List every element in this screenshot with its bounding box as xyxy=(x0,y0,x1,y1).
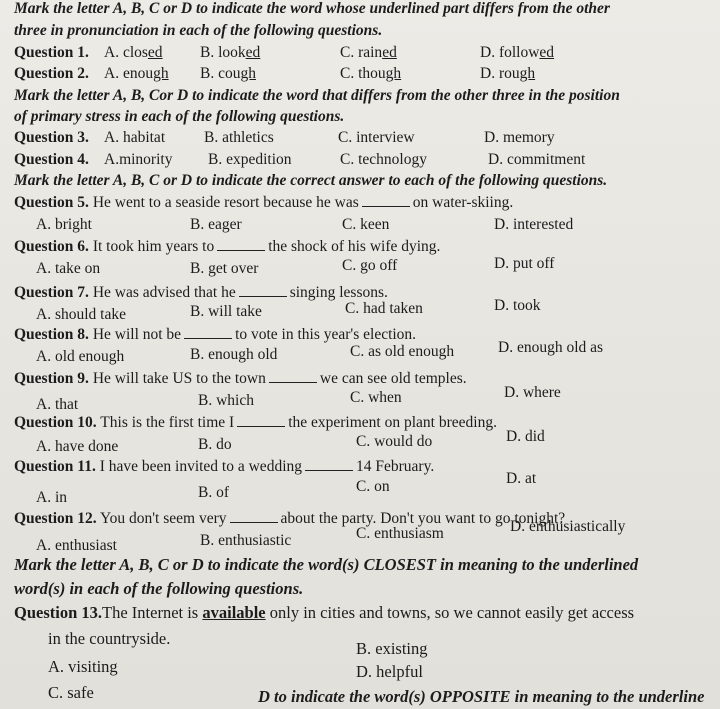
q11-option-a: A. in xyxy=(36,489,67,506)
q13-underlined-word: available xyxy=(202,603,266,622)
q12-option-c: C. enthusiasm xyxy=(356,525,444,542)
q4-option-b: B. expedition xyxy=(208,151,292,168)
q8-option-d: D. enough old as xyxy=(498,339,604,356)
q9-option-a: A. that xyxy=(36,396,79,413)
question-4-label: Question 4. xyxy=(14,151,89,168)
question-8: Question 8. He will not be to vote in this year's election. xyxy=(14,326,417,343)
q6-option-a: A. take on xyxy=(36,260,101,277)
q10-option-a: A. have done xyxy=(36,438,119,455)
q10-option-d: D. did xyxy=(506,428,545,445)
q9-option-d: D. where xyxy=(504,384,561,401)
q1-option-d: D. followed xyxy=(480,44,555,61)
q12-option-d: D. enthusiastically xyxy=(510,518,626,535)
q3-option-d: D. memory xyxy=(484,129,555,146)
q2-option-a: A. enough xyxy=(104,65,169,82)
q13-option-a: A. visiting xyxy=(48,657,118,676)
q1-option-a: A. closed xyxy=(104,44,163,61)
q2-option-d: D. rough xyxy=(480,65,536,82)
q5-option-a: A. bright xyxy=(36,216,92,233)
q12-option-b: B. enthusiastic xyxy=(200,532,292,549)
q9-blank xyxy=(269,370,317,383)
q8-blank xyxy=(184,326,232,339)
question-3-label: Question 3. xyxy=(14,129,89,146)
q5-blank xyxy=(362,194,410,207)
q7-option-c: C. had taken xyxy=(345,300,423,317)
q12-option-a: A. enthusiast xyxy=(36,537,117,554)
q8-option-a: A. old enough xyxy=(36,348,125,365)
question-5: Question 5. He went to a seaside resort because he was on water-skiing. xyxy=(14,194,514,211)
q7-option-b: B. will take xyxy=(190,303,262,320)
q8-option-b: B. enough old xyxy=(190,346,278,363)
q13-option-b: B. existing xyxy=(356,639,428,658)
question-13-line2: in the countryside. xyxy=(48,629,171,648)
q10-option-b: B. do xyxy=(198,436,232,453)
q4-option-d: D. commitment xyxy=(488,151,586,168)
question-9: Question 9. He will take US to the town we can see old temples. xyxy=(14,370,467,387)
q11-option-d: D. at xyxy=(506,470,537,487)
question-7: Question 7. He was advised that he singing lessons. xyxy=(14,284,388,301)
instruction-stress-line2: of primary stress in each of the following questions. xyxy=(14,108,345,125)
q12-blank xyxy=(230,510,278,523)
q5-option-c: C. keen xyxy=(342,216,390,233)
instruction-pronunciation-line2: three in pronunciation in each of the following questions. xyxy=(14,22,383,39)
instruction-opposite-partial: D to indicate the word(s) OPPOSITE in meaning to the underline xyxy=(258,687,705,706)
question-13: Question 13.The Internet is available only in cities and towns, so we cannot easily get access xyxy=(14,603,635,622)
q13-option-d: D. helpful xyxy=(356,662,423,681)
question-2-label: Question 2. xyxy=(14,65,89,82)
question-11: Question 11. I have been invited to a wedding 14 February. xyxy=(14,458,435,475)
instruction-stress-line1: Mark the letter A, B, Cor D to indicate the word that differs from the other three in the position xyxy=(14,87,620,104)
q6-blank xyxy=(217,238,265,251)
instruction-closest-line2: word(s) in each of the following questions. xyxy=(14,579,304,598)
instruction-closest-line1: Mark the letter A, B, C or D to indicate the word(s) CLOSEST in meaning to the underlined xyxy=(14,555,639,574)
q3-option-b: B. athletics xyxy=(204,129,274,146)
q11-blank xyxy=(305,458,353,471)
q3-option-c: C. interview xyxy=(338,129,415,146)
question-12: Question 12. You don't seem very about the party. Don't you want to go tonight? xyxy=(14,510,566,527)
q2-option-c: C. though xyxy=(340,65,402,82)
question-10: Question 10. This is the first time I the experiment on plant breeding. xyxy=(14,414,497,431)
q13-option-c: C. safe xyxy=(48,683,94,702)
q3-option-a: A. habitat xyxy=(104,129,166,146)
q7-blank xyxy=(239,284,287,297)
q6-option-c: C. go off xyxy=(342,257,398,274)
q7-option-d: D. took xyxy=(494,297,541,314)
q11-option-c: C. on xyxy=(356,478,390,495)
question-1-label: Question 1. xyxy=(14,44,89,61)
question-6: Question 6. It took him years to the shock of his wife dying. xyxy=(14,238,441,255)
q11-option-b: B. of xyxy=(198,484,229,501)
q10-option-c: C. would do xyxy=(356,433,433,450)
q10-blank xyxy=(237,414,285,427)
q4-option-c: C. technology xyxy=(340,151,427,168)
instruction-pronunciation-line1: Mark the letter A, B, C or D to indicate the word whose underlined part differs from the other xyxy=(14,0,610,17)
q6-option-b: B. get over xyxy=(190,260,259,277)
q9-option-b: B. which xyxy=(198,392,254,409)
q2-option-b: B. cough xyxy=(200,65,256,82)
q7-option-a: A. should take xyxy=(36,306,126,323)
q8-option-c: C. as old enough xyxy=(350,343,455,360)
q5-option-b: B. eager xyxy=(190,216,242,233)
q5-option-d: D. interested xyxy=(494,216,574,233)
q1-option-c: C. rained xyxy=(340,44,397,61)
q4-option-a: A.minority xyxy=(104,151,173,168)
q6-option-d: D. put off xyxy=(494,255,555,272)
q1-option-b: B. looked xyxy=(200,44,261,61)
instruction-correct-answer: Mark the letter A, B, C or D to indicate the correct answer to each of the following questions. xyxy=(14,172,608,189)
q9-option-c: C. when xyxy=(350,389,402,406)
